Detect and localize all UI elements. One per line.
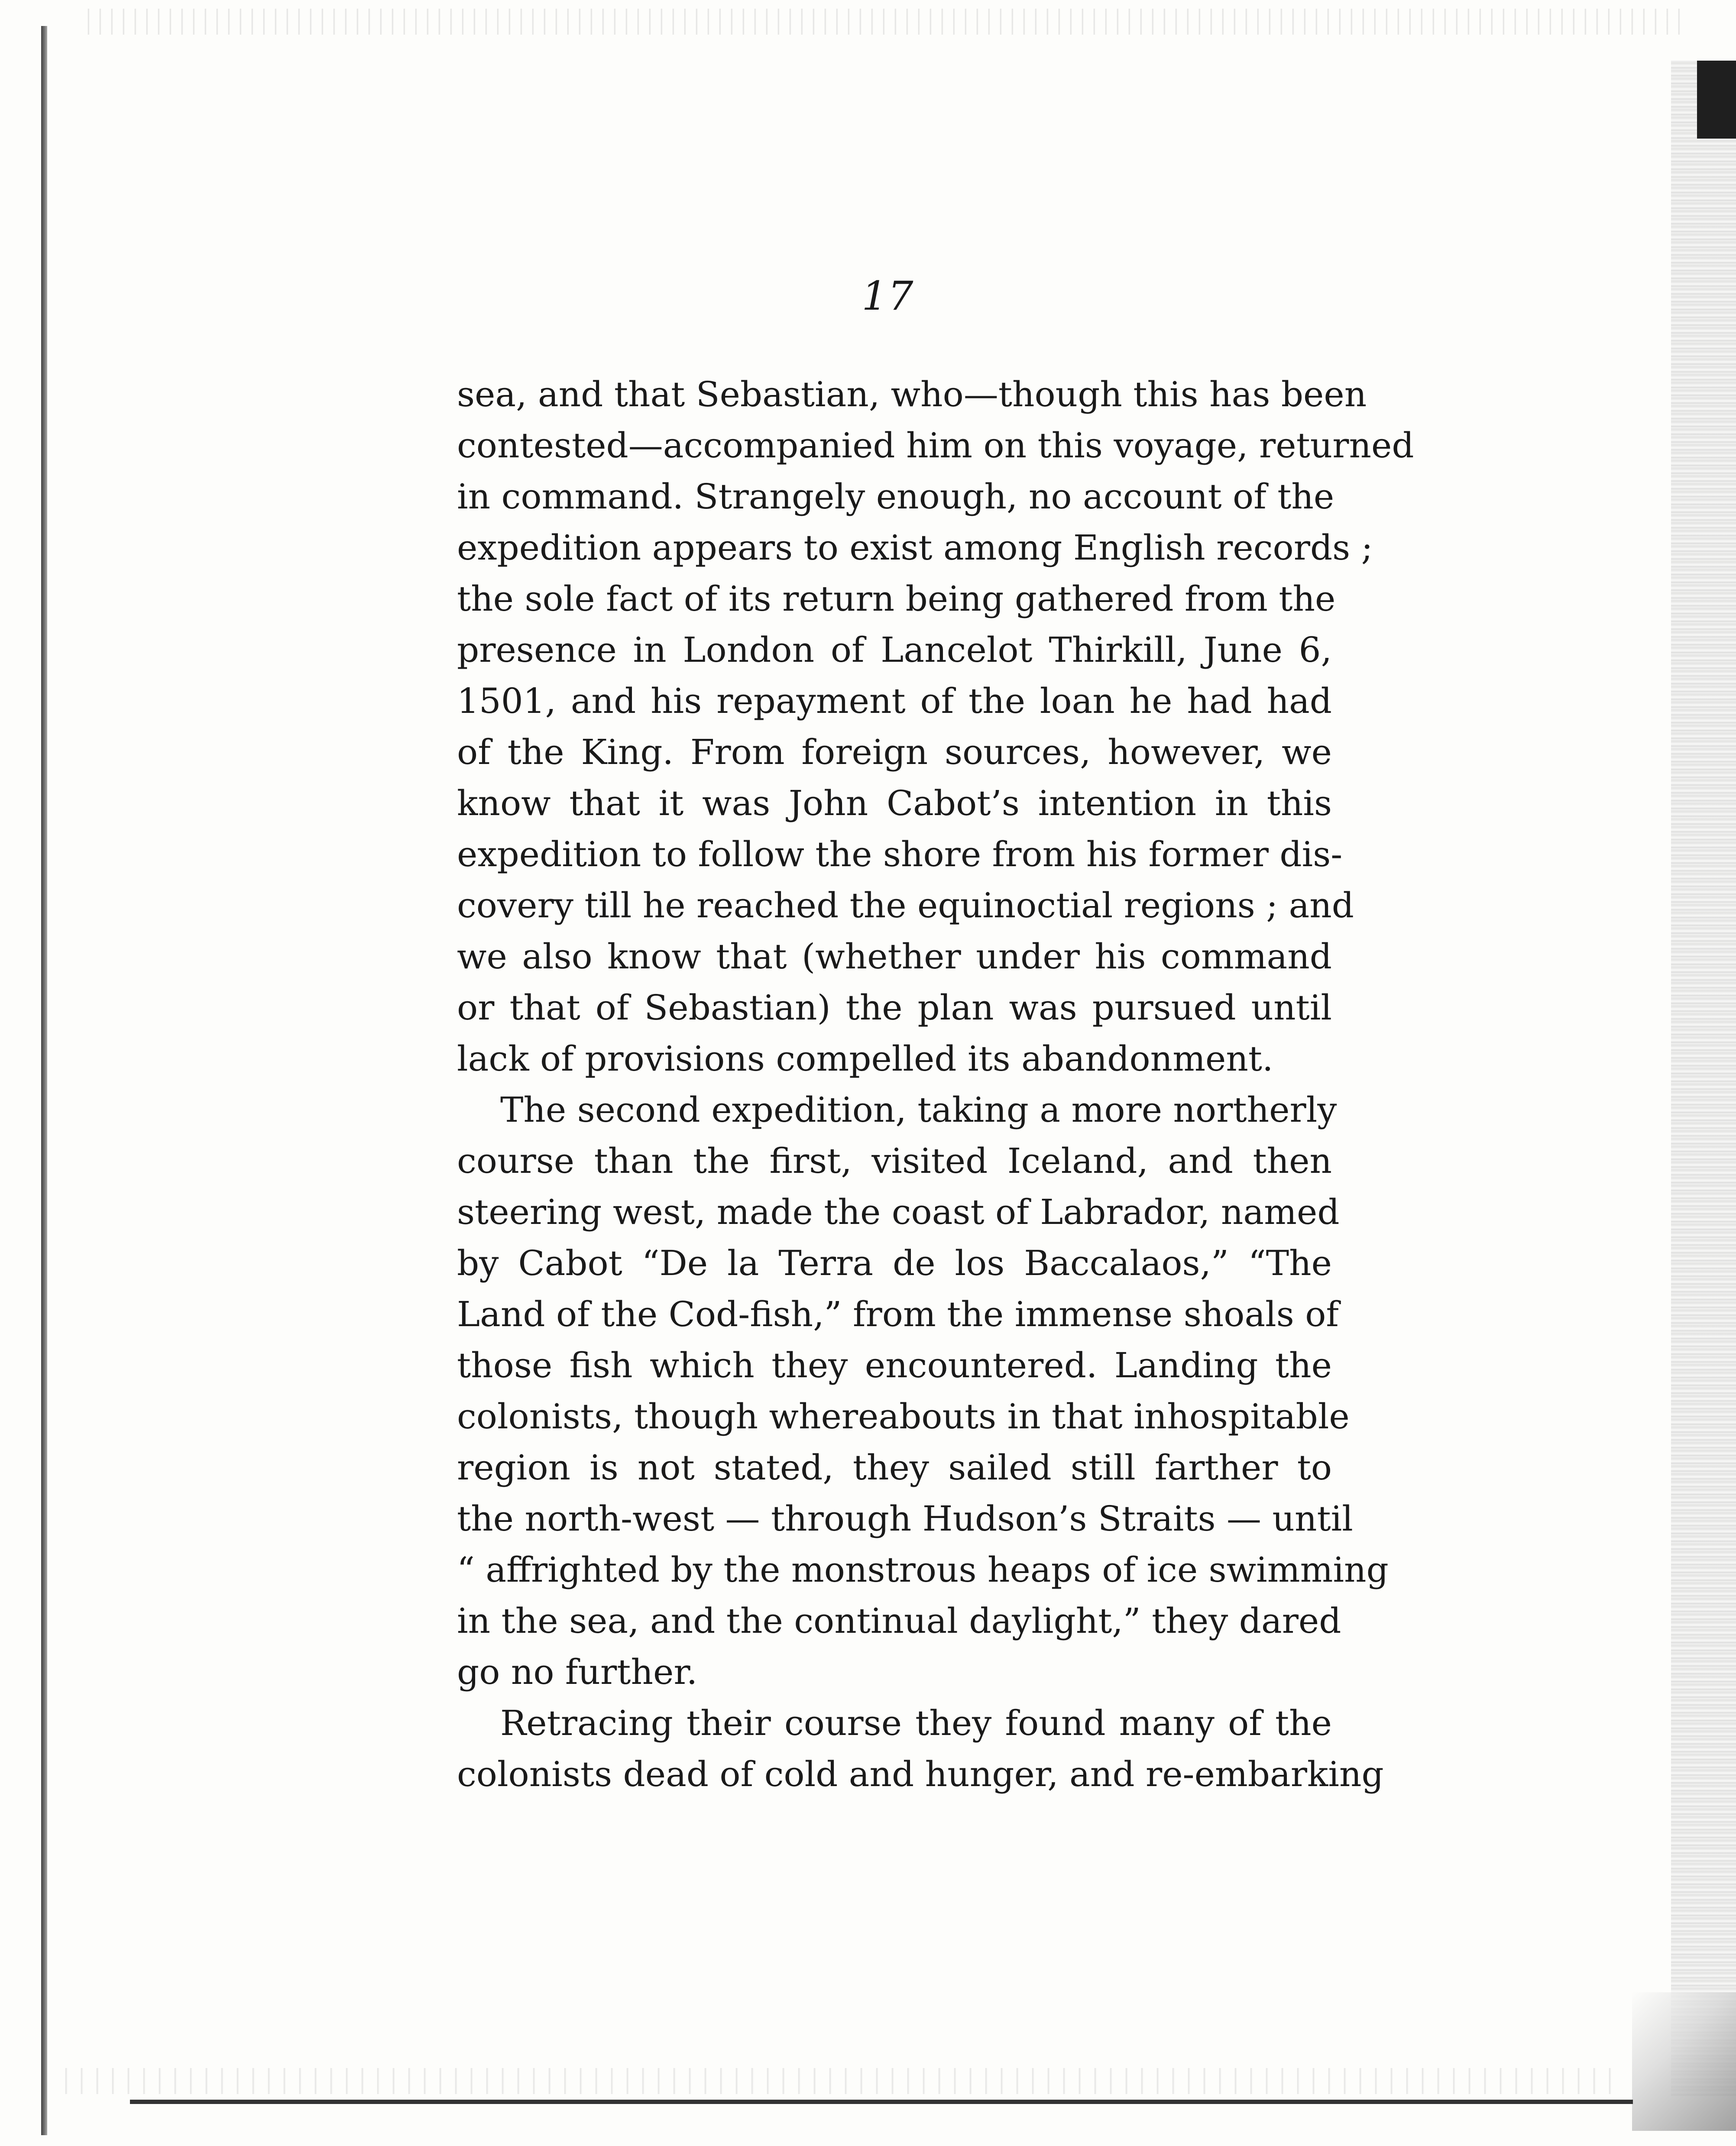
- text-line: expedition appears to exist among English records ;: [457, 528, 1373, 568]
- text-line: sea, and that Sebastian, who—though this has been: [457, 374, 1367, 414]
- text-line: “ affrighted by the monstrous heaps of ice swimming: [457, 1550, 1389, 1590]
- text-line: by Cabot “De la Terra de los Baccalaos,” “The: [457, 1243, 1332, 1283]
- scan-noise-right: [1671, 61, 1736, 2096]
- paragraph: [457, 1698, 1384, 1800]
- text-line: region is not stated, they sailed still farther to: [457, 1447, 1332, 1488]
- text-line: the sole fact of its return being gathered from the: [457, 579, 1336, 619]
- text-line: we also know that (whether under his command: [457, 936, 1332, 977]
- text-line: steering west, made the coast of Labrador, named: [457, 1192, 1340, 1232]
- text-line: Retracing their course they found many of the: [500, 1703, 1332, 1743]
- text-line: colonists, though whereabouts in that inhospitable: [457, 1396, 1350, 1437]
- text-line: go no further.: [457, 1652, 698, 1692]
- text-line: those fish which they encountered. Landing the: [457, 1345, 1332, 1385]
- text-line: of the King. From foreign sources, however, we: [457, 732, 1332, 772]
- scan-shadow-top-right: [1697, 61, 1736, 139]
- text-line: expedition to follow the shore from his former dis-: [457, 834, 1343, 874]
- text-line: lack of provisions compelled its abandonment.: [457, 1039, 1273, 1079]
- text-line: or that of Sebastian) the plan was pursued until: [457, 987, 1332, 1028]
- page-number: 17: [862, 273, 914, 319]
- scan-shadow-bottom-right: [1632, 1992, 1736, 2131]
- text-line: in the sea, and the continual daylight,” they dared: [457, 1601, 1341, 1641]
- text-line: 1501, and his repayment of the loan he had had: [457, 681, 1332, 721]
- text-line: Land of the Cod-fish,” from the immense shoals of: [457, 1294, 1339, 1334]
- text-line: course than the first, visited Iceland, and then: [457, 1141, 1332, 1181]
- text-line: The second expedition, taking a more northerly: [500, 1090, 1337, 1130]
- paragraph: [457, 369, 1414, 1084]
- binding-edge: [41, 26, 47, 2135]
- text-line: colonists dead of cold and hunger, and re-embarking: [457, 1754, 1384, 1794]
- text-line: presence in London of Lancelot Thirkill, June 6,: [457, 630, 1332, 670]
- body-text: [457, 369, 1414, 1800]
- text-line: contested—accompanied him on this voyage, returned: [457, 425, 1414, 466]
- scan-noise-top: [78, 9, 1681, 35]
- text-line: in command. Strangely enough, no account of the: [457, 476, 1334, 517]
- text-line: know that it was John Cabot’s intention in this: [457, 783, 1332, 823]
- scan-noise-bottom: [52, 2068, 1611, 2094]
- paragraph: [457, 1084, 1389, 1698]
- bottom-edge-rule: [130, 2100, 1633, 2104]
- text-line: covery till he reached the equinoctial regions ; and: [457, 885, 1354, 926]
- text-line: the north-west — through Hudson’s Straits — until: [457, 1499, 1353, 1539]
